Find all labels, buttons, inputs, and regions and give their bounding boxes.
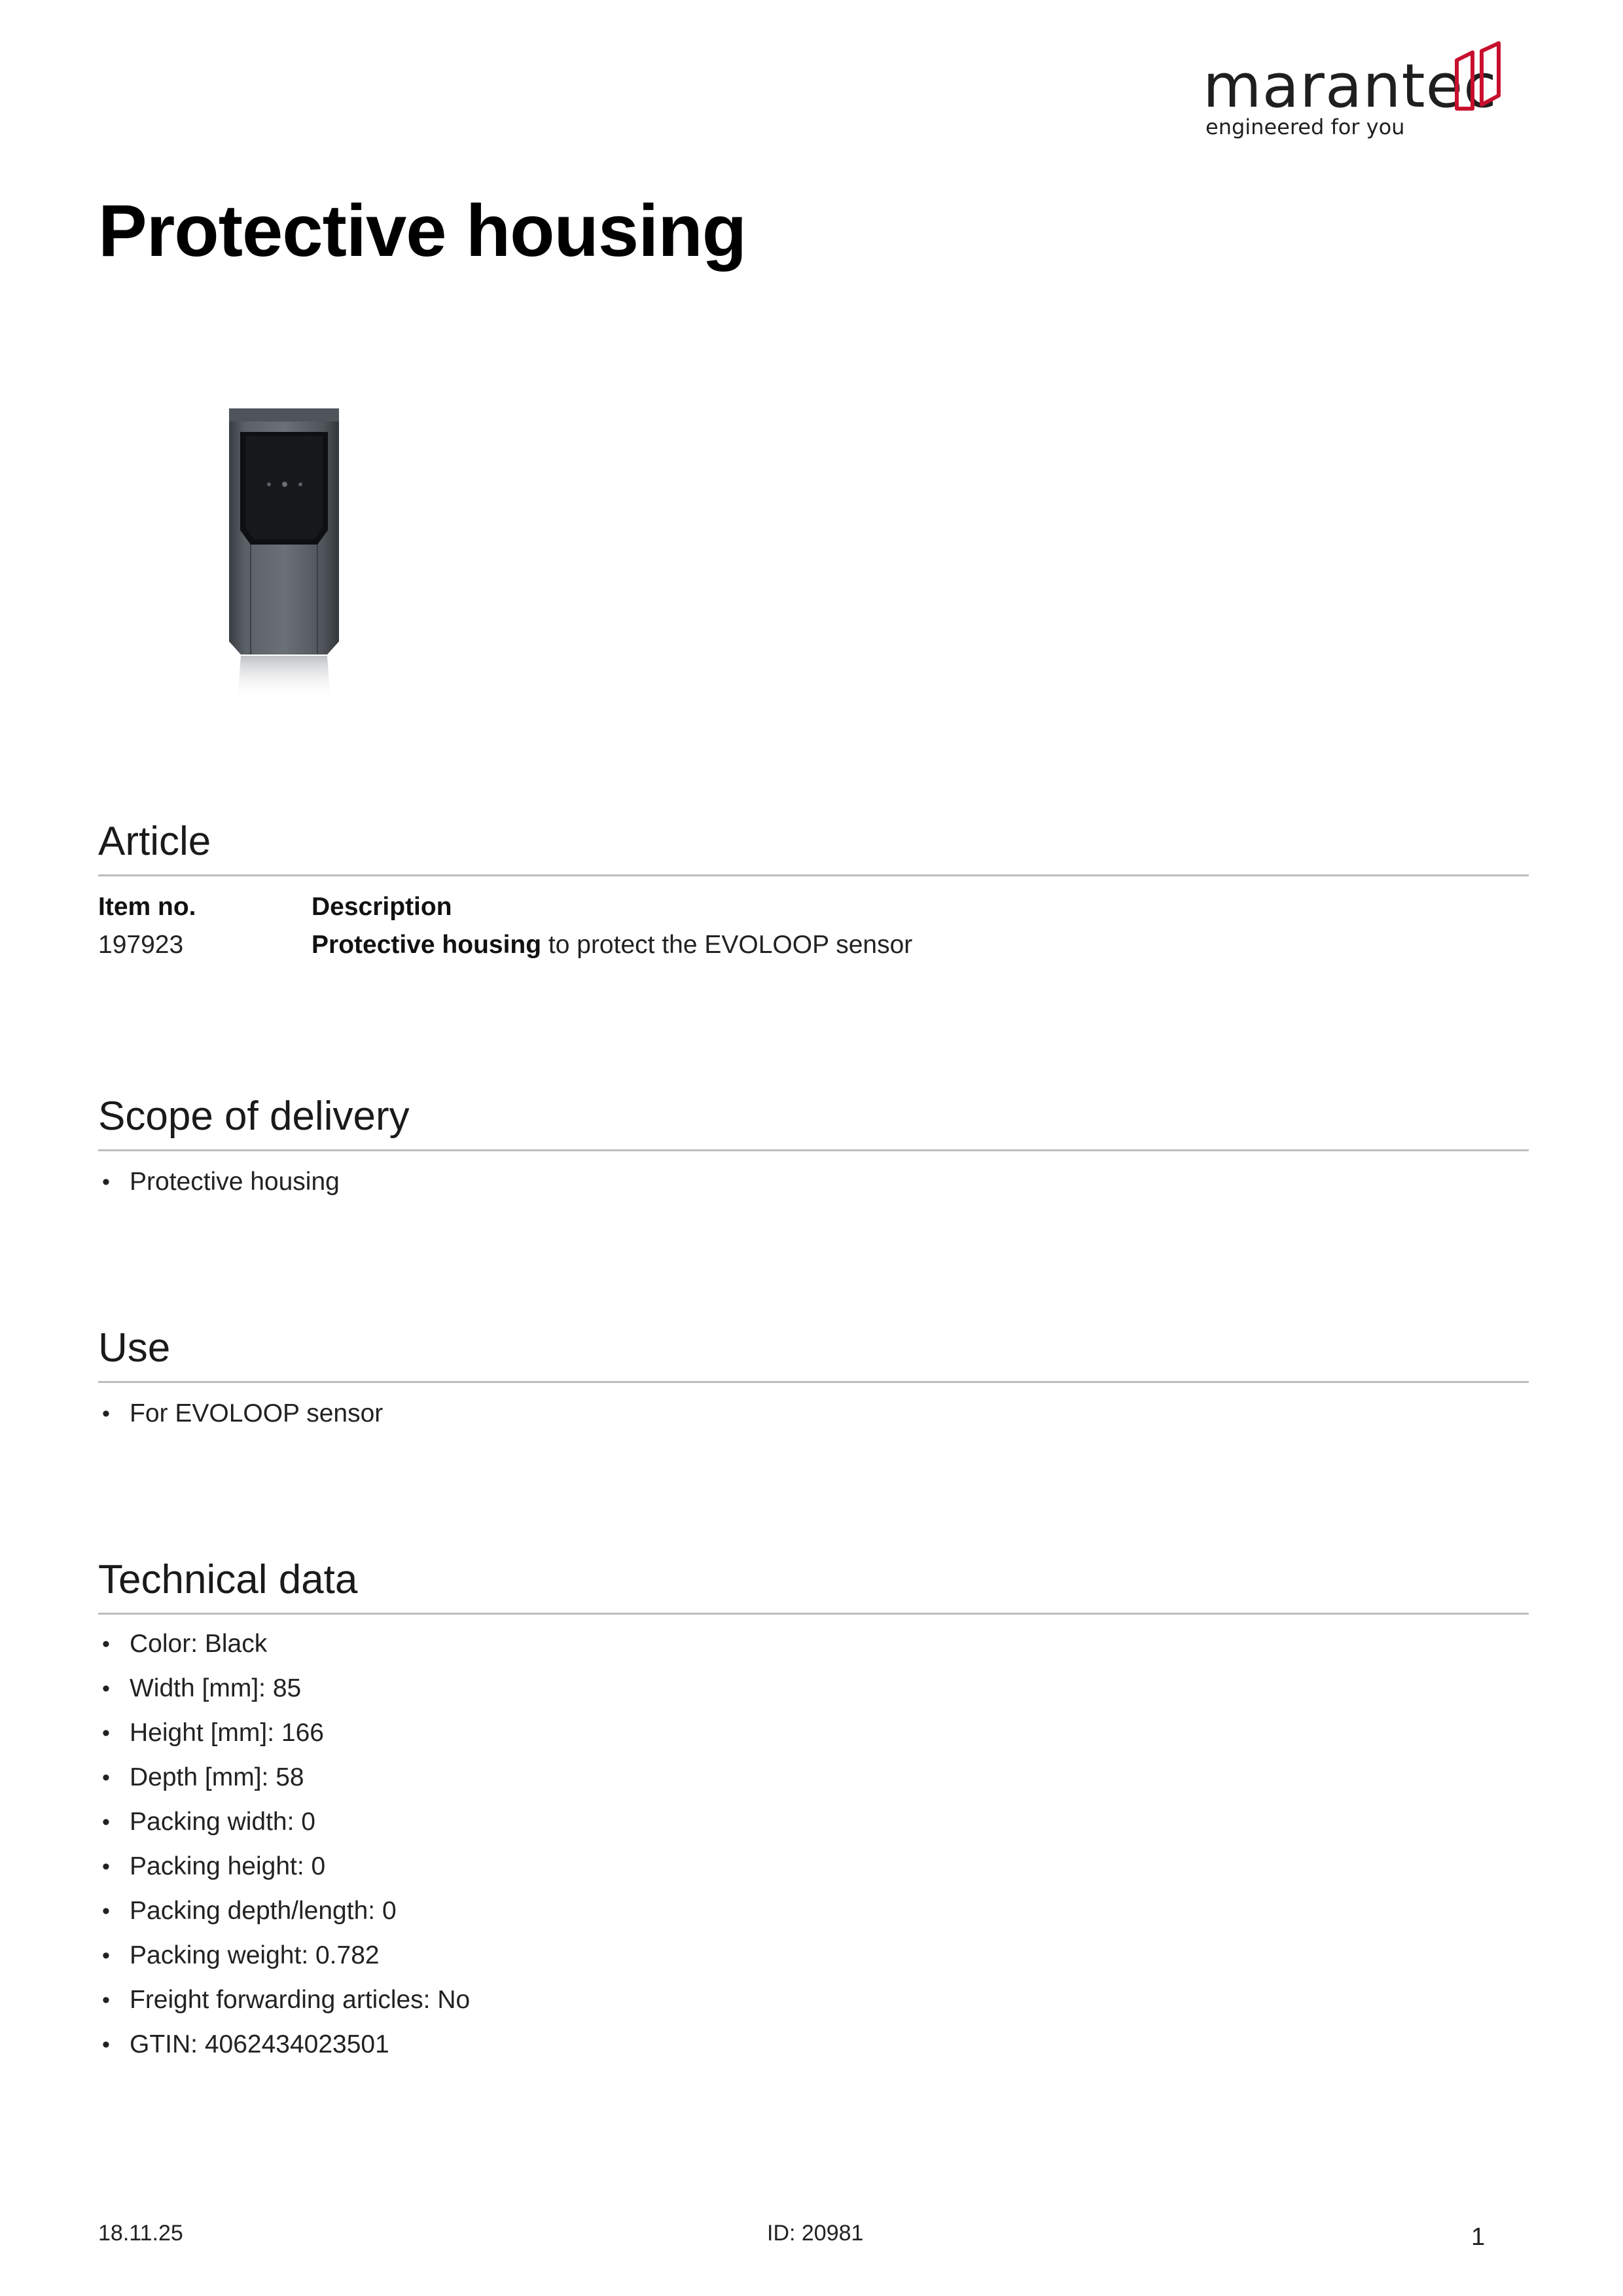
footer-date: 18.11.25 [98, 2221, 183, 2246]
list-item: • Packing height: 0 [98, 1844, 470, 1889]
scope-heading: Scope of delivery [98, 1094, 410, 1139]
description-bold: Protective housing [312, 931, 542, 959]
technical-list [98, 1622, 470, 2067]
use-heading: Use [98, 1325, 171, 1371]
brand-mark-icon [1453, 41, 1504, 113]
list-item: • Depth [mm]: 58 [98, 1755, 470, 1800]
list-item: • Height [mm]: 166 [98, 1711, 470, 1755]
list-item: • Width [mm]: 85 [98, 1666, 470, 1711]
item-no-header: Item no. [98, 893, 196, 921]
use-divider [98, 1381, 1529, 1383]
article-heading: Article [98, 819, 211, 864]
use-list [98, 1391, 383, 1436]
list-item: • Packing width: 0 [98, 1800, 470, 1844]
list-item: • Packing depth/length: 0 [98, 1889, 470, 1933]
description-value [312, 929, 912, 961]
technical-heading: Technical data [98, 1557, 358, 1602]
product-photo [219, 393, 350, 720]
description-header: Description [312, 893, 452, 921]
brand-logo [1203, 41, 1504, 145]
item-no-value: 197923 [98, 931, 184, 959]
scope-divider [98, 1149, 1529, 1151]
scope-list [98, 1160, 340, 1204]
list-item: • Color: Black [98, 1622, 470, 1666]
article-divider [98, 874, 1529, 876]
list-item: • Packing weight: 0.782 [98, 1933, 470, 1978]
page-number: 1 [1471, 2223, 1486, 2251]
list-item: • Protective housing [98, 1160, 340, 1204]
description-rest: to protect the EVOLOOP sensor [541, 931, 913, 959]
page-title: Protective housing [98, 190, 747, 272]
list-item: • Freight forwarding articles: No [98, 1978, 470, 2022]
technical-divider [98, 1613, 1529, 1615]
brand-tagline: engineered for you [1205, 115, 1405, 139]
list-item: • GTIN: 4062434023501 [98, 2022, 470, 2067]
footer-id: ID: 20981 [767, 2221, 864, 2246]
brand-name: marantec [1203, 51, 1497, 121]
list-item: • For EVOLOOP sensor [98, 1391, 383, 1436]
